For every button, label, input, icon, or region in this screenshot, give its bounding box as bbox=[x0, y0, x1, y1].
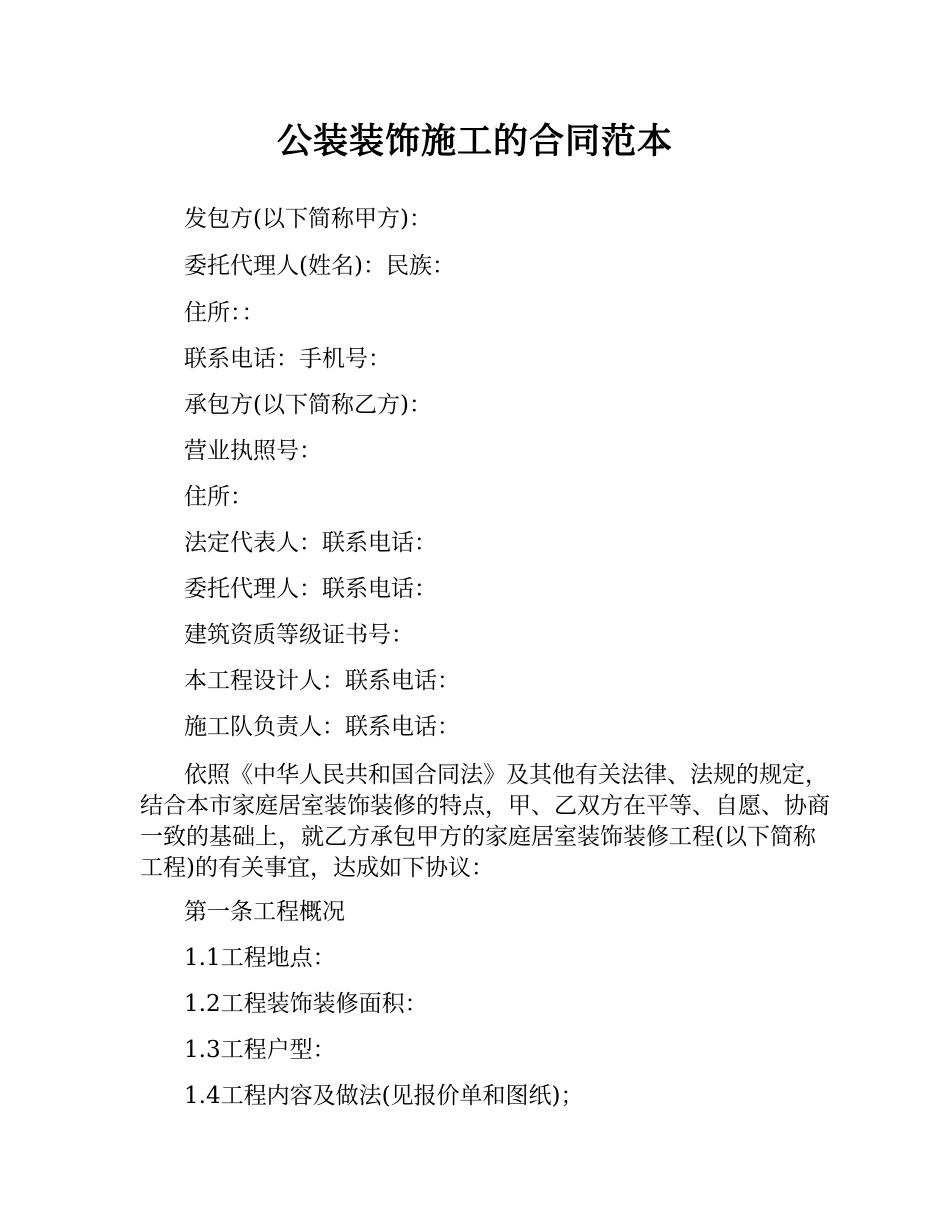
document-title: 公装装饰施工的合同范本 bbox=[276, 122, 673, 162]
article-item-layout: 1.3工程户型： bbox=[184, 1037, 336, 1063]
article-item-area: 1.2工程装饰装修面积： bbox=[184, 991, 428, 1017]
party-b-agent-line: 委托代理人：联系电话： bbox=[184, 576, 437, 602]
intro-paragraph: 依照《中华人民共和国合同法》及其他有关法律、法规的规定，结合本市家庭居室装饰装修的特点，甲、乙双方在平等、自愿、协商一致的基础上，就乙方承包甲方的家庭居室装饰装修工程(以下简称工程)的有关事宜，达成如下协议： bbox=[140, 762, 830, 881]
party-b-line: 承包方(以下简称乙方)： bbox=[184, 392, 432, 418]
qualification-certificate-line: 建筑资质等级证书号： bbox=[184, 622, 414, 648]
party-a-line: 发包方(以下简称甲方)： bbox=[184, 206, 432, 232]
party-a-address-line: 住所：： bbox=[184, 300, 265, 326]
construction-lead-line: 施工队负责人：联系电话： bbox=[184, 714, 460, 740]
party-b-address-line: 住所： bbox=[184, 484, 253, 510]
article-item-location: 1.1工程地点： bbox=[184, 945, 336, 971]
business-license-line: 营业执照号： bbox=[184, 438, 322, 464]
party-a-phone-line: 联系电话：手机号： bbox=[184, 346, 391, 372]
article-heading: 第一条工程概况 bbox=[184, 899, 345, 925]
party-a-agent-line: 委托代理人(姓名)：民族： bbox=[184, 253, 455, 279]
legal-representative-line: 法定代表人：联系电话： bbox=[184, 530, 437, 556]
article-item-content: 1.4工程内容及做法(见报价单和图纸)； bbox=[184, 1083, 584, 1109]
designer-line: 本工程设计人：联系电话： bbox=[184, 668, 460, 694]
